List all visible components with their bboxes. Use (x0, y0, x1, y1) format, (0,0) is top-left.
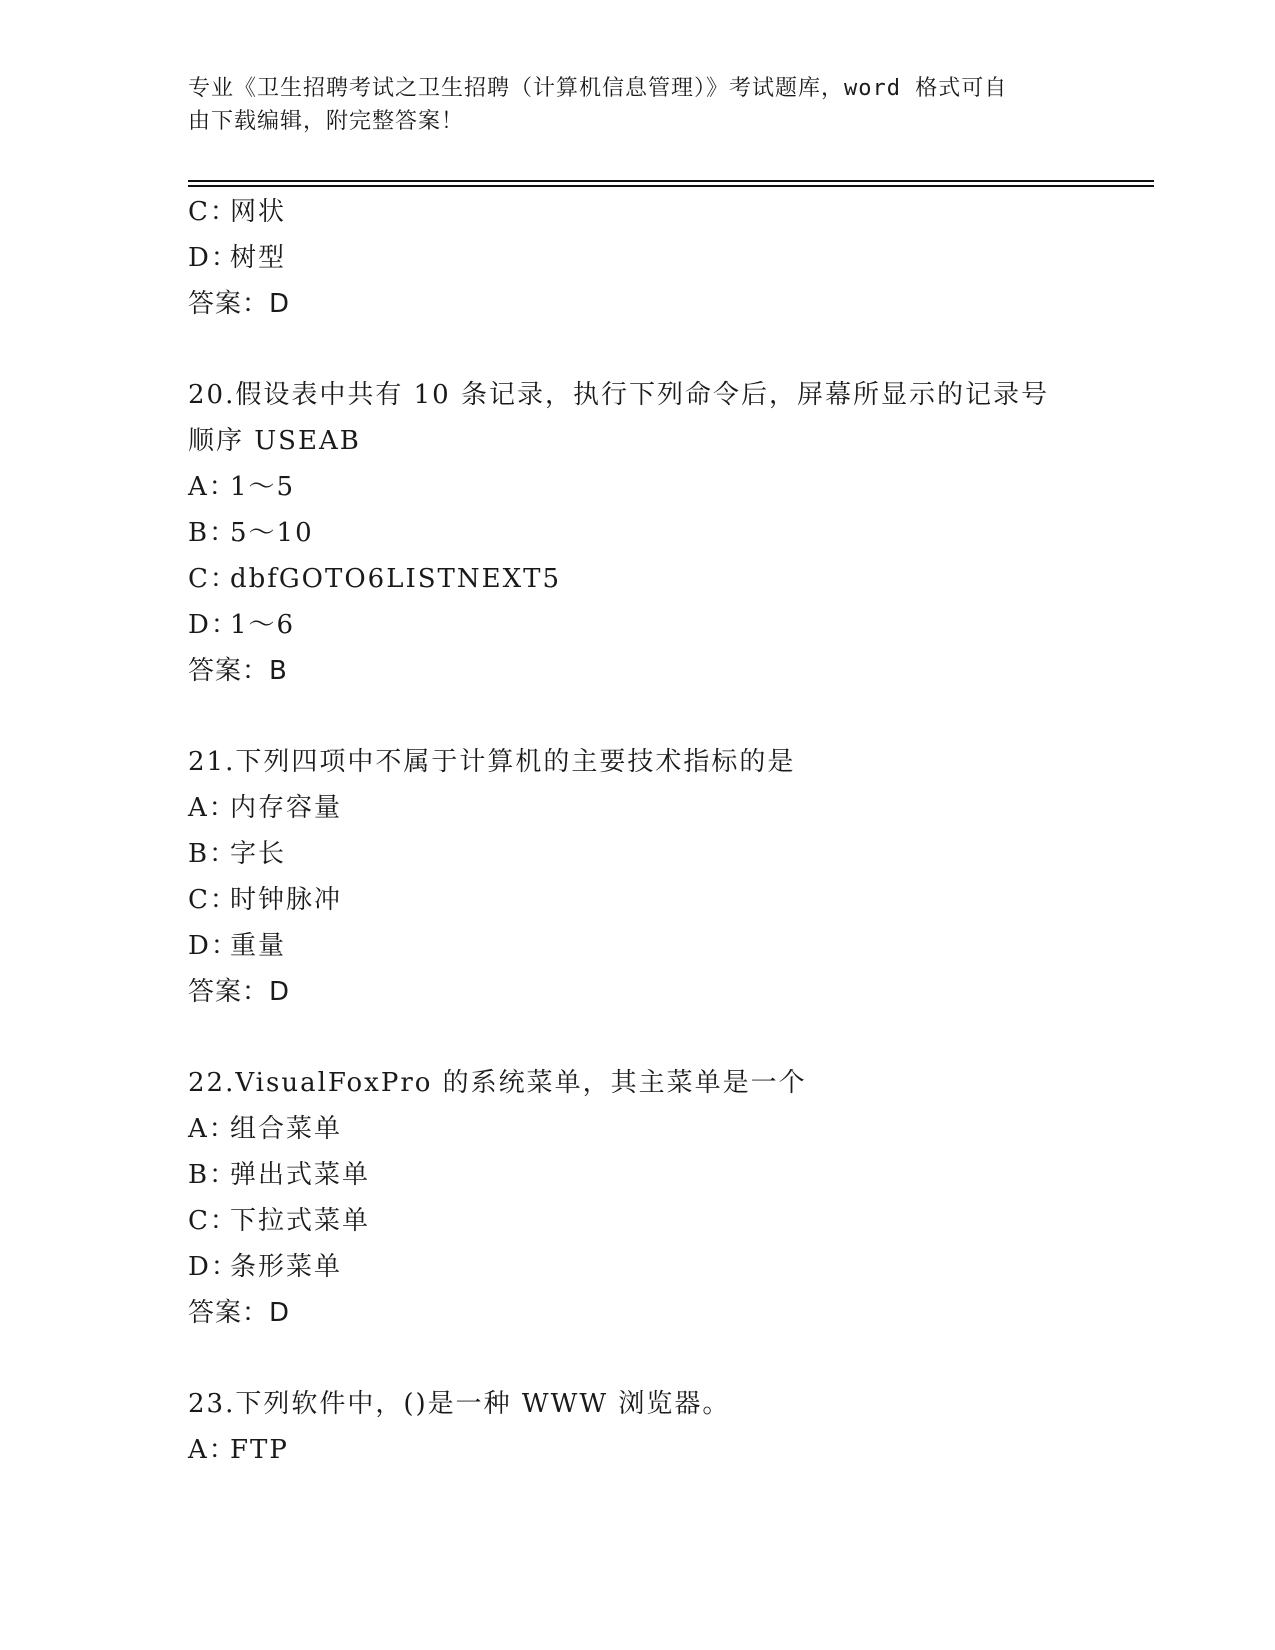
question-stem-cont: 顺序 USEAB (188, 426, 361, 456)
option-c: C：dbfGOTO6LISTNEXT5 (188, 564, 562, 594)
option-d: D：树型 (188, 243, 287, 273)
document-header (188, 72, 1068, 138)
option-b: B：弹出式菜单 (188, 1160, 371, 1190)
question-stem: 20.假设表中共有 10 条记录，执行下列命令后，屏幕所显示的记录号 (188, 380, 1049, 410)
header-rule-top (188, 180, 1154, 182)
question-stem: 21.下列四项中不属于计算机的主要技术指标的是 (188, 747, 796, 777)
prev-question (188, 189, 1118, 327)
option-b: B：5～10 (188, 518, 314, 548)
header-rule-bottom (188, 185, 1154, 187)
option-c: C：下拉式菜单 (188, 1206, 371, 1236)
question-stem: 23.下列软件中，()是一种 WWW 浏览器。 (188, 1389, 731, 1419)
answer-line: 答案：D (188, 1298, 291, 1328)
option-a: A：FTP (188, 1435, 289, 1465)
answer-line: 答案：D (188, 977, 291, 1007)
option-c: C：时钟脉冲 (188, 885, 343, 915)
header-line-2: 由下载编辑，附完整答案！ (188, 109, 465, 134)
answer-line: 答案：B (188, 656, 288, 686)
question-20 (188, 372, 1118, 694)
option-a: A：组合菜单 (188, 1114, 343, 1144)
question-list (188, 189, 1118, 1473)
option-c: C：网状 (188, 197, 287, 227)
question-22 (188, 1060, 1118, 1336)
answer-line: 答案：D (188, 289, 291, 319)
option-d: D：重量 (188, 931, 287, 961)
question-23 (188, 1381, 1118, 1473)
header-line-1: 专业《卫生招聘考试之卫生招聘（计算机信息管理）》考试题库，word 格式可自 (188, 76, 1008, 101)
option-a: A：1～5 (188, 472, 296, 502)
option-d: D：条形菜单 (188, 1252, 343, 1282)
option-a: A：内存容量 (188, 793, 343, 823)
option-b: B：字长 (188, 839, 287, 869)
question-stem: 22.VisualFoxPro 的系统菜单，其主菜单是一个 (188, 1068, 807, 1098)
question-21 (188, 739, 1118, 1015)
option-d: D：1～6 (188, 610, 296, 640)
